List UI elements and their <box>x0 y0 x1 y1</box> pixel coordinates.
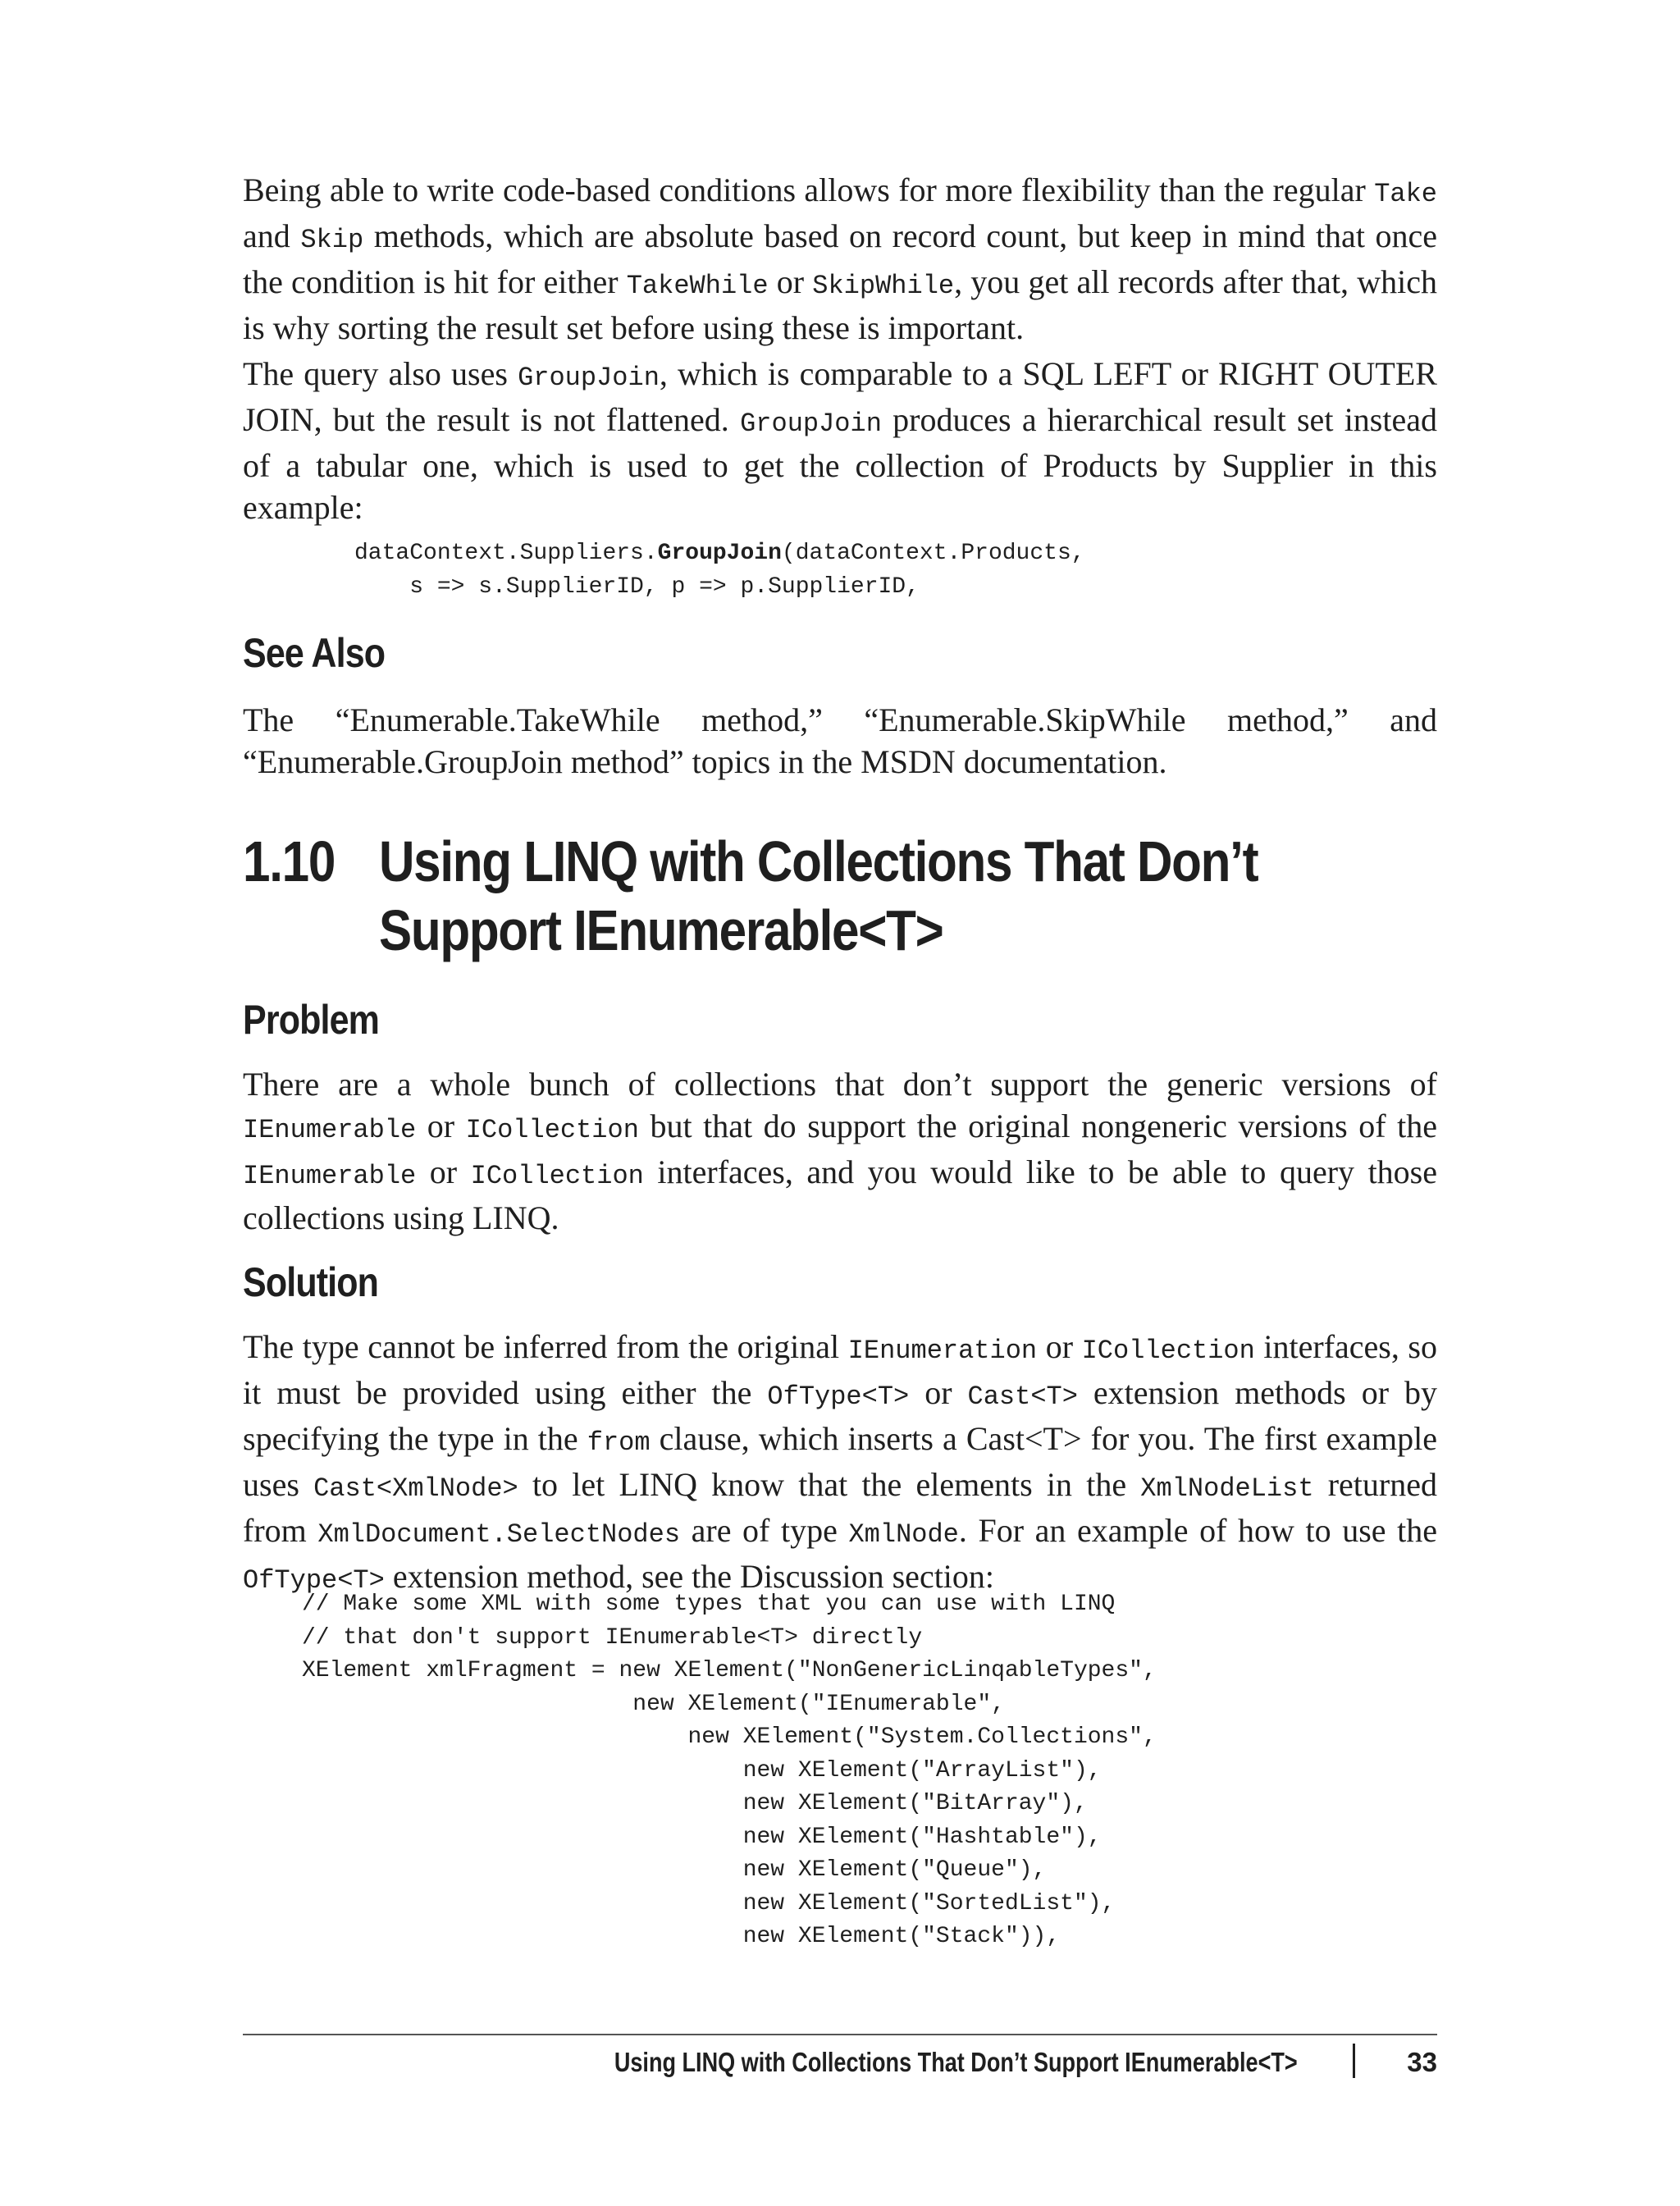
inline-code: IEnumerable <box>243 1161 417 1191</box>
groupjoin-code-block <box>354 537 1085 604</box>
text-run: or <box>416 1108 466 1144</box>
inline-code: Cast<T> <box>967 1382 1078 1412</box>
text-run: The type cannot be inferred from the original <box>243 1328 848 1365</box>
running-footer-title: Using LINQ with Collections That Don’t Support IEnumerable<T> <box>614 2047 1298 2077</box>
code-line: new XElement("SortedList"), <box>302 1890 1116 1916</box>
code-line: // Make some XML with some types that you can use with LINQ <box>302 1592 1116 1617</box>
page-footer <box>243 2042 1437 2083</box>
inline-code: OfType<T> <box>767 1382 910 1412</box>
text-run: methods, which are absolute based on record count, but keep in mind that once the condition is hit for either <box>243 217 1437 300</box>
inline-code: Skip <box>300 225 364 255</box>
code-line: new XElement("Hashtable"), <box>302 1824 1102 1850</box>
code-line: new XElement("BitArray"), <box>302 1791 1088 1816</box>
intro-paragraph-1 <box>243 169 1437 349</box>
code-line: new XElement("ArrayList"), <box>302 1757 1102 1784</box>
code-token: dataContext.Suppliers. <box>354 541 658 566</box>
text-run: interfaces, so it must be provided using either the <box>243 1328 1437 1411</box>
intro-paragraph-2 <box>243 353 1437 528</box>
inline-code: from <box>587 1427 651 1458</box>
inline-code: GroupJoin <box>518 363 660 393</box>
code-bold-token: GroupJoin <box>657 541 782 566</box>
footer-separator <box>1353 2044 1355 2078</box>
see-also-text: The “Enumerable.TakeWhile method,” “Enumerable.SkipWhile method,” and “Enumerable.GroupJoin method” topics in the MSDN documentation. <box>243 701 1437 780</box>
text-run: to let LINQ know that the elements in the <box>518 1466 1141 1503</box>
footer-rule <box>243 2034 1437 2035</box>
xml-example-code-block <box>302 1588 1157 1954</box>
solution-text <box>243 1326 1437 1601</box>
text-run: , you get all records after that, which is why sorting the result set before using these is important. <box>243 263 1438 346</box>
inline-code: ICollection <box>470 1161 644 1191</box>
inline-code: XmlDocument.SelectNodes <box>317 1519 681 1550</box>
text-run: The query also uses <box>243 355 518 392</box>
inline-code: Take <box>1374 179 1437 209</box>
code-line: // that don't support IEnumerable<T> directly <box>302 1624 923 1651</box>
code-line: new XElement("System.Collections", <box>302 1724 1157 1750</box>
text-run: There are a whole bunch of collections that don’t support the generic versions of <box>243 1066 1437 1103</box>
code-line: new XElement("Stack")), <box>302 1924 1061 1949</box>
text-run: produces a hierarchical result set instead of a tabular one, which is used to get the collection of Products by Supplier in this example: <box>243 401 1437 526</box>
text-run: or <box>909 1374 968 1411</box>
text-run: clause, which inserts a Cast<T> for you. The first example uses <box>243 1420 1437 1503</box>
problem-text <box>243 1063 1437 1239</box>
code-token: s => s.SupplierID, p => p.SupplierID, <box>354 573 920 600</box>
problem-heading: Problem <box>243 997 380 1043</box>
text-run: , which is comparable to a SQL LEFT or RIGHT OUTER JOIN, but the result is not flattened. <box>243 355 1437 438</box>
text-run: or <box>1037 1328 1082 1365</box>
code-line: XElement xmlFragment = new XElement("NonGenericLinqableTypes", <box>302 1658 1157 1683</box>
text-run: but that do support the original nongeneric versions of the <box>638 1108 1438 1144</box>
solution-heading: Solution <box>243 1259 379 1305</box>
text-run: extension method, see the Discussion section: <box>384 1558 995 1595</box>
code-line: new XElement("IEnumerable", <box>302 1691 1005 1717</box>
text-run: extension methods or by specifying the type in the <box>243 1374 1438 1457</box>
text-run: returned from <box>243 1466 1437 1549</box>
text-run: or <box>768 263 813 300</box>
inline-code: XmlNode <box>848 1519 959 1550</box>
text-run: are of type <box>680 1512 849 1549</box>
text-run: interfaces, and you would like to be able to query those collections using LINQ. <box>243 1153 1437 1236</box>
recipe-number: 1.10 <box>243 829 336 893</box>
page-number: 33 <box>1407 2047 1437 2077</box>
inline-code: SkipWhile <box>812 271 955 301</box>
text-run: and <box>243 217 301 254</box>
inline-code: XmlNodeList <box>1140 1473 1314 1504</box>
inline-code: ICollection <box>465 1115 639 1145</box>
text-run: or <box>416 1153 471 1190</box>
inline-code: OfType<T> <box>243 1565 385 1596</box>
inline-code: IEnumerable <box>243 1115 417 1145</box>
inline-code: IEnumeration <box>847 1336 1038 1366</box>
inline-code: GroupJoin <box>740 409 882 439</box>
inline-code: ICollection <box>1081 1336 1255 1366</box>
text-run: . For an example of how to use the <box>958 1512 1437 1549</box>
text-run: Being able to write code-based conditions allows for more flexibility than the regular <box>243 171 1375 208</box>
see-also-heading: See Also <box>243 630 386 676</box>
code-line <box>354 541 1085 566</box>
recipe-title: Using LINQ with Collections That Don’t Support IEnumerable<T> <box>379 829 1258 962</box>
code-token: (dataContext.Products, <box>781 541 1085 566</box>
inline-code: Cast<XmlNode> <box>313 1473 518 1504</box>
code-line <box>354 574 920 600</box>
inline-code: TakeWhile <box>626 271 769 301</box>
code-line: new XElement("Queue"), <box>302 1857 1047 1883</box>
